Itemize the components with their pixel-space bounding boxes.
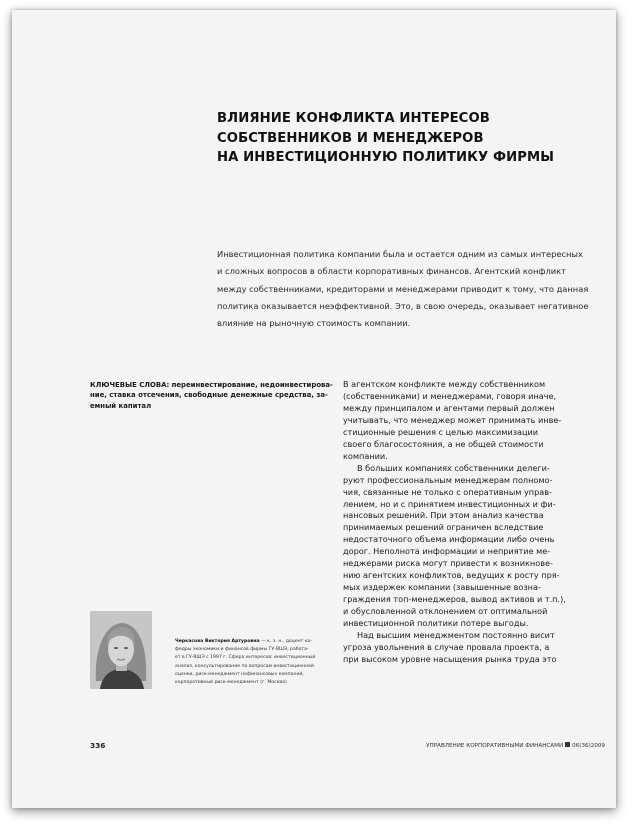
square-bullet-icon bbox=[565, 742, 570, 747]
body-line: дорог. Неполнота информации и неприятие ме- bbox=[343, 546, 551, 557]
body-line: В больших компаниях собственники делеги- bbox=[357, 462, 550, 473]
body-line: неджерами риска могут привести к возникнове- bbox=[343, 558, 553, 569]
bio-line: корпоративный риск-менеджмент (г. Москва) bbox=[175, 680, 287, 686]
body-line: Над высшим менеджментом постоянно висит bbox=[357, 630, 555, 641]
body-line: угроза увольнения в случае провала проекта, а bbox=[343, 641, 550, 652]
bio-line: федры экономики и финансов фирмы ГУ-ВШЭ, работа- bbox=[175, 647, 309, 653]
issue-number: 06(36)2009 bbox=[572, 743, 605, 749]
bio-line: анализ, консультирование по вопросам инвестиционной bbox=[175, 663, 314, 669]
bio-text: — к. э. н., доцент ка- bbox=[259, 639, 313, 644]
body-line: учитывать, что менеджер может принимать инве- bbox=[343, 414, 562, 425]
running-footer bbox=[384, 742, 605, 749]
body-line: недостаточного объема информации либо очень bbox=[343, 534, 555, 545]
abstract-line: и сложных вопросов в области корпоративных финансов. Агентский конфликт bbox=[217, 266, 566, 277]
body-line: чия, связанные не только с оперативным управ- bbox=[343, 486, 552, 497]
keywords-line: емный капитал bbox=[90, 401, 152, 410]
body-line: своего благосостояния, а не общей стоимости bbox=[343, 438, 544, 449]
abstract bbox=[217, 246, 595, 332]
body-line: (собственниками) и менеджерами, говоря иначе, bbox=[343, 390, 557, 401]
body-line: лением, но и с принятием инвестиционных и фи- bbox=[343, 498, 556, 509]
title-line: ВЛИЯНИЕ КОНФЛИКТА ИНТЕРЕСОВ bbox=[217, 111, 490, 126]
abstract-line: политика оказывается неэффективной. Это, в свою очередь, оказывает негативное bbox=[217, 300, 589, 311]
body-line: при высоком уровне насыщения рынка труда это bbox=[343, 653, 557, 664]
body-line: мых издержек компании (завышенные возна- bbox=[343, 582, 541, 593]
body-line: нию агентских конфликтов, ведущих к росту пря- bbox=[343, 570, 560, 581]
keywords bbox=[90, 380, 335, 411]
author-name: Черкасова Виктория Артуровна bbox=[175, 639, 260, 644]
body-line: и обусловленной отклонением от оптимальной bbox=[343, 606, 548, 617]
body-line: граждения топ-менеджеров, вывод активов и т.п.), bbox=[343, 594, 566, 605]
bio-line: ет в ГУ-ВШЭ с 1997 г. Сфера интересов: инвестиционный bbox=[175, 655, 316, 661]
abstract-line: Инвестиционная политика компании была и остается одним из самых интересных bbox=[217, 249, 583, 259]
body-line: стиционные решения с целью максимизации bbox=[343, 426, 539, 437]
body-line: руют профессиональным менеджерам полномо- bbox=[343, 474, 553, 485]
author-portrait-image bbox=[90, 611, 152, 689]
page-number: 336 bbox=[90, 741, 106, 750]
body-line: нансовых решений. При этом анализ качества bbox=[343, 510, 544, 521]
abstract-line: между собственниками, кредиторами и менеджерами приводит к тому, что данная bbox=[217, 283, 589, 294]
keywords-line: ние, ставка отсечения, свободные денежные средства, за- bbox=[90, 391, 328, 400]
body-line: принимаемых решений ограничен вследствие bbox=[343, 522, 544, 533]
author-photo bbox=[90, 611, 152, 689]
body-line: между принципалом и агентами первый должен bbox=[343, 402, 555, 413]
bio-line: оценки, риск-менеджмент нефинансовых компаний, bbox=[175, 671, 304, 677]
body-text bbox=[343, 379, 605, 666]
journal-page bbox=[12, 10, 616, 808]
abstract-line: влияние на рыночную стоимость компании. bbox=[217, 318, 411, 329]
body-line: компании. bbox=[343, 450, 388, 461]
title-line: НА ИНВЕСТИЦИОННУЮ ПОЛИТИКУ ФИРМЫ bbox=[217, 150, 555, 165]
body-line: инвестиционной политики потере выгоды. bbox=[343, 618, 529, 629]
body-line: В агентском конфликте между собственником bbox=[343, 379, 546, 389]
keywords-line: КЛЮЧЕВЫЕ СЛОВА: переинвестирование, недоинвестирова- bbox=[90, 381, 333, 389]
author-bio bbox=[175, 638, 340, 687]
article-title bbox=[217, 109, 597, 168]
title-line: СОБСТВЕННИКОВ И МЕНЕДЖЕРОВ bbox=[217, 130, 484, 146]
journal-name: УПРАВЛЕНИЕ КОРПОРАТИВНЫМИ ФИНАНСАМИ bbox=[426, 743, 564, 749]
